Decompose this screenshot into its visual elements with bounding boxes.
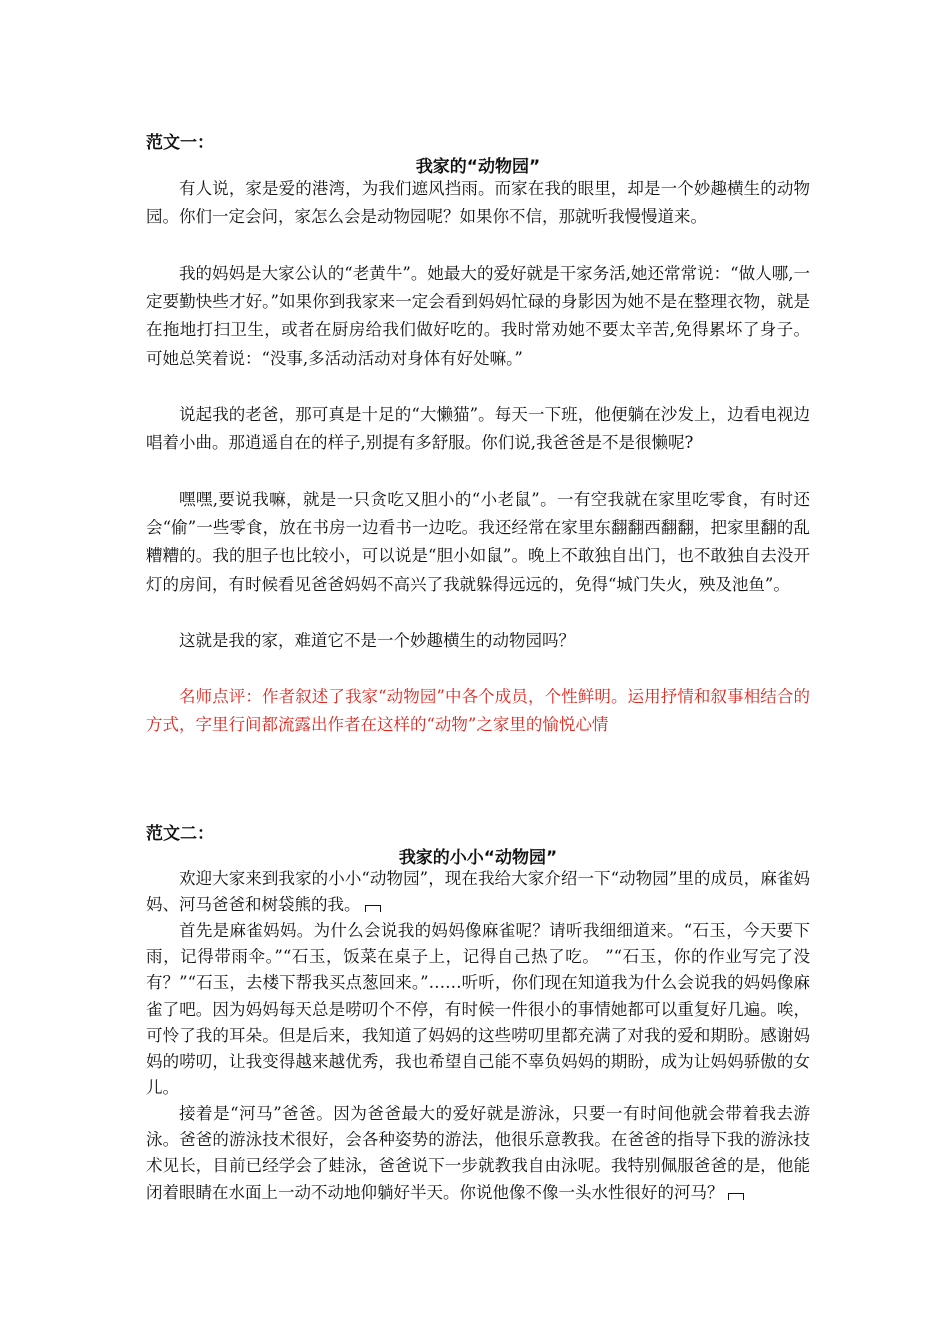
essay1-title: 我家的“动物园” <box>415 157 541 177</box>
paragraph-end-mark-icon <box>728 1193 744 1200</box>
essay2-paragraph-2: 首先是麻雀妈妈。为什么会说我的妈妈像麻雀呢？请听我细细道来。“石玉，今天要下雨，记得带雨伞。”“石玉，饭菜在桌子上，记得自己热了吃。 ”“石玉，你的作业写完了没有？”“石玉，去楼下帮我买点葱回来。”……听听，你们现在知道我为什么会说我的妈妈像麻雀了吧。因为妈妈每天总是唠叨个不停，有时候一件很小的事情她都可以重复好几遍。唉，可怜了我的耳朵。但是后来，我知道了妈妈的这些唠叨里都充满了对我的爱和期盼。感谢妈妈的唠叨，让我变得越来越优秀，我也希望自己能不辜负妈妈的期盼，成为让妈妈骄傲的女儿。 <box>146 921 810 1098</box>
essay1-paragraph-4: 嘿嘿,要说我嘛，就是一只贪吃又胆小的“小老鼠”。一有空我就在家里吃零食，有时还会“偷”一些零食，放在书房一边看书一边吃。我还经常在家里东翻翻西翻翻，把家里翻的乱糟糟的。我的胆子也比较小，可以说是“胆小如鼠”。晚上不敢独自出门，也不敢独自去没开灯的房间，有时候看见爸爸妈妈不高兴了我就躲得远远的，免得“城门失火，殃及池鱼”。 <box>146 490 810 594</box>
essay1-paragraph-5: 这就是我的家，难道它不是一个妙趣横生的动物园吗？ <box>179 631 575 650</box>
essay2-title: 我家的小小“动物园” <box>398 848 558 868</box>
essay1-label: 范文一： <box>146 133 214 153</box>
essay2-paragraph-1 <box>146 866 810 918</box>
essay2-paragraph-3 <box>146 1101 810 1206</box>
essay1-teacher-comment: 名师点评：作者叙述了我家“动物园”中各个成员，个性鲜明。运用抒情和叙事相结合的方式，字里行间都流露出作者在这样的“动物”之家里的愉悦心情 <box>146 687 810 735</box>
essay2-label: 范文二： <box>146 824 214 844</box>
essay2-paragraph-1-text: 欢迎大家来到我家的小小“动物园”，现在我给大家介绍一下“动物园”里的成员，麻雀妈妈、河马爸爸和树袋熊的我。 <box>146 869 810 915</box>
essay1-paragraph-1: 有人说，家是爱的港湾，为我们遮风挡雨。而家在我的眼里，却是一个妙趣横生的动物园。你们一定会问，家怎么会是动物园呢？如果你不信，那就听我慢慢道来。 <box>146 179 810 227</box>
paragraph-end-mark-icon <box>365 905 381 912</box>
essay1-paragraph-3: 说起我的老爸，那可真是十足的“大懒猫”。每天一下班，他便躺在沙发上，边看电视边唱着小曲。那逍遥自在的样子,别提有多舒服。你们说,我爸爸是不是很懒呢? <box>146 405 810 453</box>
essay2-paragraph-3-text: 接着是“河马”爸爸。因为爸爸最大的爱好就是游泳，只要一有时间他就会带着我去游泳。爸爸的游泳技术很好，会各种姿势的游法，他很乐意教我。在爸爸的指导下我的游泳技术见长，目前已经学会了蛙泳，爸爸说下一步就教我自由泳呢。我特别佩服爸爸的是，他能闭着眼睛在水面上一动不动地仰躺好半天。你说他像不像一头水性很好的河马？ <box>146 1104 810 1202</box>
essay1-paragraph-2: 我的妈妈是大家公认的“老黄牛”。她最大的爱好就是干家务活,她还常常说：“做人哪,一定要勤快些才好。”如果你到我家来一定会看到妈妈忙碌的身影因为她不是在整理衣物，就是在拖地打扫卫生，或者在厨房给我们做好吃的。我时常劝她不要太辛苦,免得累坏了身子。可她总笑着说：“没事,多活动活动对身体有好处嘛。” <box>146 264 810 368</box>
